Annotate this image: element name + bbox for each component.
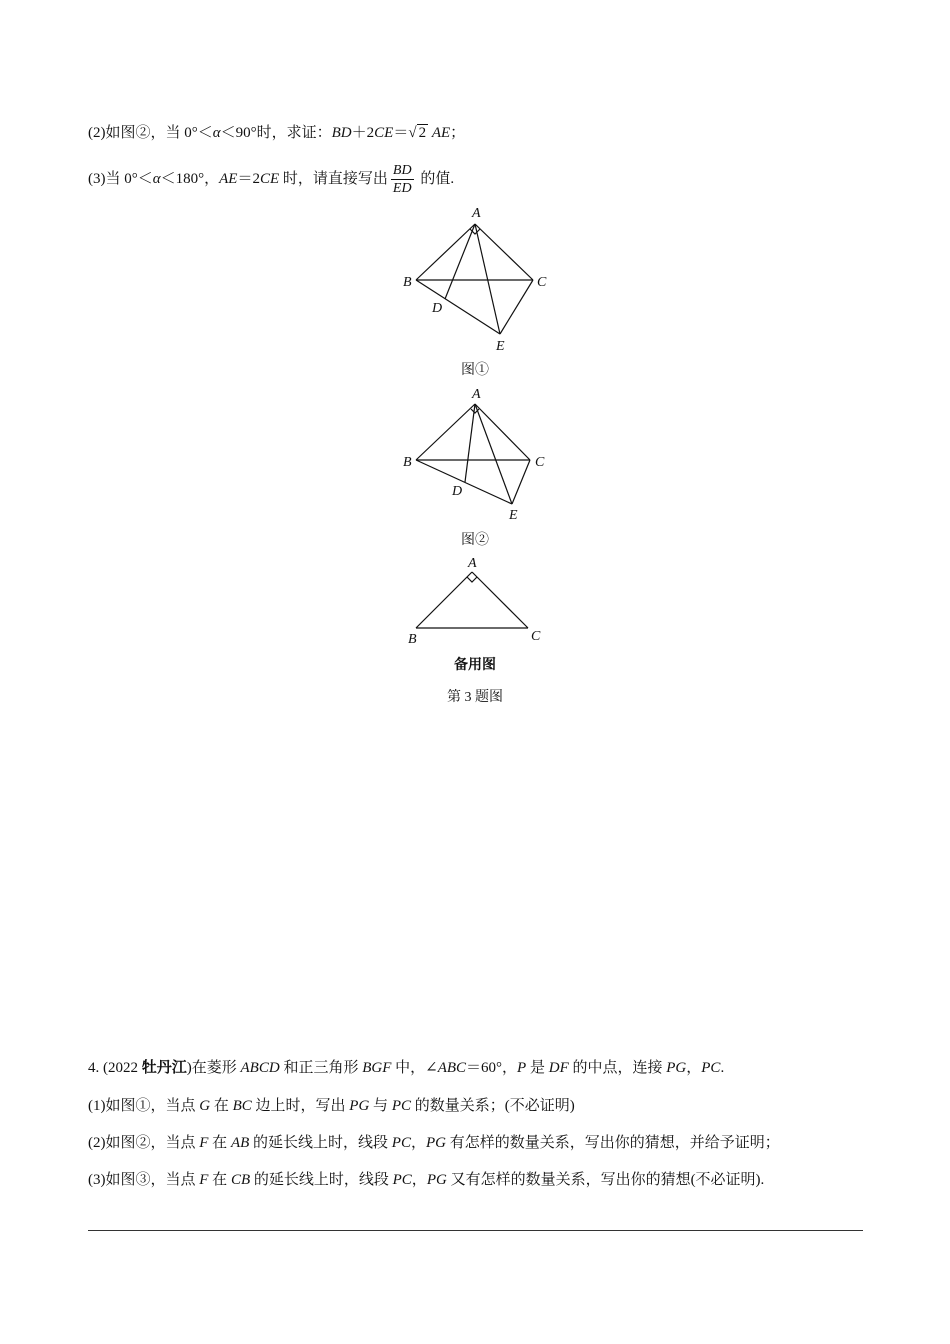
alpha: α xyxy=(152,171,161,187)
text: ＝ xyxy=(393,125,409,141)
var-ce: CE xyxy=(374,125,394,141)
var: PC xyxy=(391,1098,411,1114)
fig2-label-d: D xyxy=(452,484,463,499)
fig1-label-c: C xyxy=(537,275,547,290)
text: 4. (2022 xyxy=(88,1060,142,1076)
text: 与 xyxy=(369,1098,392,1114)
text: 在 xyxy=(208,1135,231,1151)
var: AB xyxy=(230,1135,250,1151)
footer-divider xyxy=(88,1230,863,1231)
figure-2-caption: 图② xyxy=(461,533,489,548)
text: ＜180°， xyxy=(160,171,220,187)
text: 在 xyxy=(208,1172,231,1188)
var: PC xyxy=(392,1172,412,1188)
text: 时，请直接写出 xyxy=(279,171,388,187)
fig2-label-b: B xyxy=(403,455,412,470)
figure-3-lines xyxy=(416,572,528,628)
var: CB xyxy=(230,1172,251,1188)
fig3-label-b: B xyxy=(408,632,417,647)
radical-sign: √ xyxy=(408,125,417,141)
fig3-label-c: C xyxy=(531,629,541,644)
q4-part1 xyxy=(88,1096,575,1116)
fig2-label-e: E xyxy=(509,508,518,523)
var: PC xyxy=(701,1060,721,1076)
text: 又有怎样的数量关系，写出你的猜想(不必证明). xyxy=(446,1172,765,1188)
text: 的延长线上时，线段 xyxy=(250,1172,393,1188)
text: ＝60°， xyxy=(466,1060,518,1076)
text: ＜90°时，求证： xyxy=(220,125,332,141)
var: DF xyxy=(548,1060,569,1076)
var-ae: AE xyxy=(431,125,451,141)
alpha: α xyxy=(212,125,221,141)
var: G xyxy=(199,1098,211,1114)
var-bd: BD xyxy=(331,125,352,141)
var: BGF xyxy=(362,1060,392,1076)
text: 是 xyxy=(526,1060,549,1076)
text: ； xyxy=(450,125,466,141)
text: 的值. xyxy=(416,171,455,187)
text: . xyxy=(720,1060,725,1076)
figure-2-lines xyxy=(416,404,530,504)
var: PC xyxy=(391,1135,411,1151)
var: P xyxy=(517,1060,527,1076)
fig1-label-a: A xyxy=(472,206,481,221)
var: ABCD xyxy=(240,1060,280,1076)
var: PG xyxy=(426,1172,447,1188)
fig3-label-a: A xyxy=(468,556,477,571)
text: ， xyxy=(686,1060,702,1076)
fig2-label-a: A xyxy=(472,387,481,402)
text: 中，∠ xyxy=(391,1060,438,1076)
q4-intro xyxy=(88,1058,724,1078)
var: BC xyxy=(232,1098,252,1114)
fig2-label-c: C xyxy=(535,455,545,470)
radicand: 2 xyxy=(418,125,427,141)
var: PG xyxy=(425,1135,446,1151)
text: 边上时，写出 xyxy=(251,1098,350,1114)
source: 牡丹江 xyxy=(141,1060,187,1076)
figure-1-lines xyxy=(416,224,533,334)
text: 和正三角形 xyxy=(279,1060,363,1076)
var: F xyxy=(199,1172,209,1188)
fig1-label-e: E xyxy=(496,339,505,354)
figure-group-caption: 第 3 题图 xyxy=(447,690,503,705)
text: 的数量关系；(不必证明) xyxy=(410,1098,575,1114)
text: (3)如图③，当点 xyxy=(88,1172,200,1188)
text: (2)如图②，当 0°＜ xyxy=(88,125,213,141)
figure-1-caption: 图① xyxy=(461,363,489,378)
text: ＝2 xyxy=(237,171,260,187)
text: ， xyxy=(411,1172,427,1188)
var: ABC xyxy=(437,1060,467,1076)
figure-3-caption: 备用图 xyxy=(454,658,496,673)
text: ， xyxy=(410,1135,426,1151)
text: (3)当 0°＜ xyxy=(88,171,153,187)
text: (2)如图②，当点 xyxy=(88,1135,200,1151)
var-ce: CE xyxy=(259,171,280,187)
text: 在 xyxy=(210,1098,233,1114)
text: ＋2 xyxy=(351,125,375,141)
text: )在菱形 xyxy=(186,1060,241,1076)
text: 的中点，连接 xyxy=(568,1060,667,1076)
denominator: ED xyxy=(392,181,412,197)
q4-part2 xyxy=(88,1133,780,1153)
q4-part3 xyxy=(88,1170,764,1190)
var-ae: AE xyxy=(219,171,238,187)
text: 有怎样的数量关系，写出你的猜想，并给予证明； xyxy=(445,1135,780,1151)
numerator: BD xyxy=(392,163,412,179)
var: F xyxy=(199,1135,209,1151)
var: PG xyxy=(349,1098,370,1114)
var: PG xyxy=(666,1060,687,1076)
text: 的延长线上时，线段 xyxy=(249,1135,392,1151)
fig1-label-d: D xyxy=(432,301,443,316)
fig1-label-b: B xyxy=(403,275,412,290)
text: (1)如图①，当点 xyxy=(88,1098,200,1114)
